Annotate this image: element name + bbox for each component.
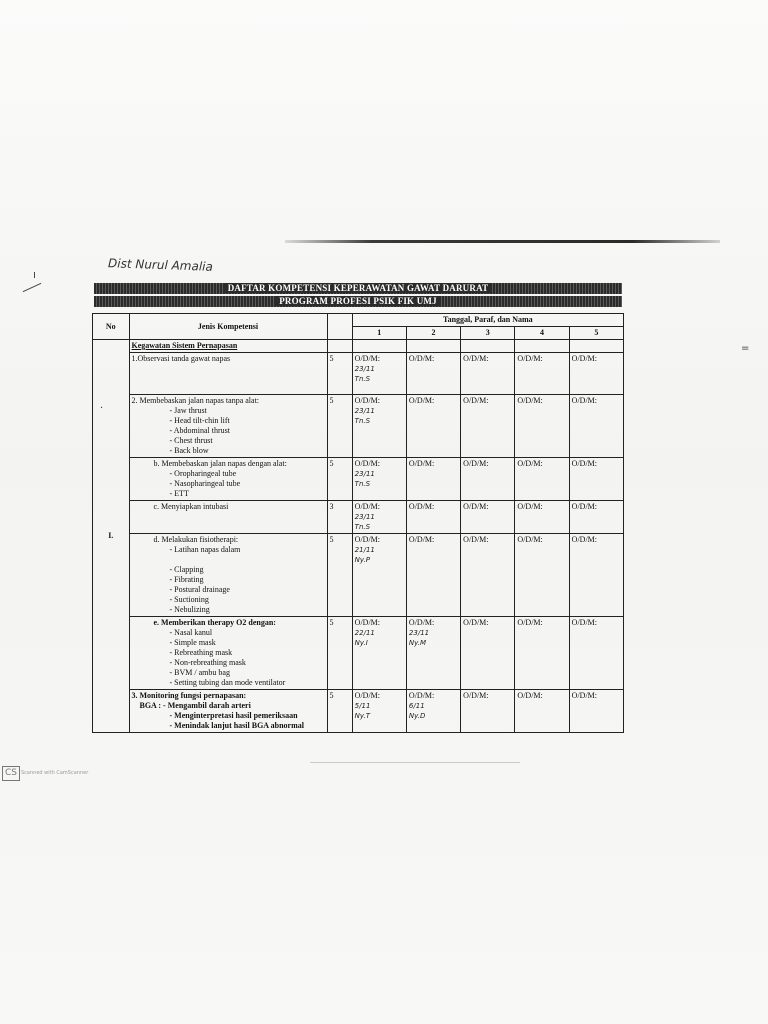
signature-cell: O/D/M: — [569, 534, 623, 617]
pen-stroke-mark — [34, 272, 35, 278]
day-number: 3 — [461, 327, 515, 340]
signature-cell: O/D/M: — [406, 395, 460, 458]
competency-cell: c. Menyiapkan intubasi — [129, 501, 327, 534]
table-row — [93, 458, 624, 501]
signature-cell: O/D/M: — [569, 395, 623, 458]
signature-cell: O/D/M: 5/11 Ny.T — [352, 690, 406, 733]
table-header-row — [93, 314, 624, 327]
item-line: - ETT — [169, 489, 189, 498]
scanner-watermark-text: Scanned with CamScanner — [21, 770, 89, 776]
target-count: 5 — [327, 458, 352, 501]
signature-cell: O/D/M: — [406, 353, 460, 395]
margin-mark: = — [741, 343, 750, 354]
signature-cell: O/D/M: — [515, 617, 569, 690]
day-number: 2 — [406, 327, 460, 340]
header-tanggal-paraf-nama: Tanggal, Paraf, dan Nama — [352, 314, 623, 327]
top-divider-line — [285, 240, 720, 243]
table-row — [93, 353, 624, 395]
signature-cell: O/D/M: — [461, 353, 515, 395]
section-label: Kegawatan Sistem Pernapasan — [129, 340, 327, 353]
signature-cell: O/D/M: — [569, 353, 623, 395]
competency-cell: e. Memberikan therapy O2 dengan: - Nasal kanul - Simple mask - Rebreathing mask - Non-rebreathing mask - BVM / ambu bag - Setting tubing dan mode ventilator — [129, 617, 327, 690]
table-row — [93, 501, 624, 534]
table-row — [93, 690, 624, 733]
item-line: BGA : - Mengambil darah arteri — [139, 701, 251, 710]
item-line: - Nasal kanul — [169, 628, 213, 637]
signature-cell: O/D/M: — [515, 395, 569, 458]
competency-table — [92, 313, 624, 733]
signature-cell: O/D/M: — [569, 690, 623, 733]
competency-cell: 3. Monitoring fungsi pernapasan: BGA : - Mengambil darah arteri - Menginterpretasi hasil pemeriksaan - Menindak lanjut hasil BGA abnormal — [129, 690, 327, 733]
signature-cell: O/D/M: 23/11 Ny.M — [406, 617, 460, 690]
signature-cell: O/D/M: 23/11 Tn.S — [352, 501, 406, 534]
target-count: 5 — [327, 353, 352, 395]
item-line: - Setting tubing dan mode ventilator — [169, 678, 286, 687]
signature-cell: O/D/M: — [515, 353, 569, 395]
header-no: No — [93, 314, 130, 340]
item-line: - Simple mask — [169, 638, 216, 647]
item-line: - Non-rebreathing mask — [169, 658, 246, 667]
section-number: I. — [93, 340, 130, 733]
target-count: 5 — [327, 690, 352, 733]
item-line: - Chest thrust — [169, 436, 213, 445]
section-row — [93, 340, 624, 353]
item-line: - Head tilt-chin lift — [169, 416, 230, 425]
competency-cell: d. Melakukan fisiotherapi: - Latihan napas dalam - Clapping - Fibrating - Postural drainage - Suctioning - Nebulizing — [129, 534, 327, 617]
table-row — [93, 534, 624, 617]
signature-cell: O/D/M: — [461, 501, 515, 534]
target-count: 3 — [327, 501, 352, 534]
signature-cell: O/D/M: 23/11 Tn.S — [352, 395, 406, 458]
handwritten-student-name: Dist Nurul Amalia — [107, 256, 214, 274]
signature-cell: O/D/M: — [515, 690, 569, 733]
item-line: - Menginterpretasi hasil pemeriksaan — [169, 711, 298, 720]
item-line: - Postural drainage — [169, 585, 230, 594]
table-row — [93, 617, 624, 690]
target-count: 5 — [327, 395, 352, 458]
item-line — [132, 555, 325, 565]
signature-cell: O/D/M: — [461, 617, 515, 690]
item-line: - Back blow — [169, 446, 209, 455]
signature-cell: O/D/M: — [461, 458, 515, 501]
item-line: - Rebreathing mask — [169, 648, 233, 657]
header-target — [327, 314, 352, 340]
competency-cell: b. Membebaskan jalan napas dengan alat: - Oropharingeal tube - Nasopharingeal tube - ETT — [129, 458, 327, 501]
camscanner-logo: CS — [2, 766, 20, 781]
signature-cell: O/D/M: — [461, 534, 515, 617]
competency-cell: 2. Membebaskan jalan napas tanpa alat: - Jaw thrust - Head tilt-chin lift - Abdominal thrust - Chest thrust - Back blow — [129, 395, 327, 458]
item-line: - Fibrating — [169, 575, 204, 584]
title-bar-program: PROGRAM PROFESI PSIK FIK UMJ — [94, 296, 622, 307]
signature-cell: O/D/M: 23/11 Tn.S — [352, 458, 406, 501]
signature-cell: O/D/M: 22/11 Ny.I — [352, 617, 406, 690]
signature-cell: O/D/M: — [461, 395, 515, 458]
signature-cell: O/D/M: 6/11 Ny.D — [406, 690, 460, 733]
item-line: - Menindak lanjut hasil BGA abnormal — [169, 721, 304, 730]
title-bar-competency-list: DAFTAR KOMPETENSI KEPERAWATAN GAWAT DARURAT — [94, 283, 622, 294]
target-count: 5 — [327, 617, 352, 690]
signature-cell: O/D/M: — [406, 534, 460, 617]
signature-cell: O/D/M: — [406, 458, 460, 501]
day-number: 5 — [569, 327, 623, 340]
header-jenis-kompetensi: Jenis Kompetensi — [129, 314, 327, 340]
signature-cell: O/D/M: — [515, 458, 569, 501]
target-count: 5 — [327, 534, 352, 617]
signature-cell: O/D/M: — [406, 501, 460, 534]
margin-mark: · — [100, 403, 104, 414]
item-line: - Nasopharingeal tube — [169, 479, 241, 488]
item-line: - Abdominal thrust — [169, 426, 230, 435]
signature-cell: O/D/M: — [569, 501, 623, 534]
competency-cell: 1.Observasi tanda gawat napas — [129, 353, 327, 395]
day-number: 4 — [515, 327, 569, 340]
signature-cell: O/D/M: 23/11 Tn.S — [352, 353, 406, 395]
item-line: - Suctioning — [169, 595, 209, 604]
signature-cell: O/D/M: — [461, 690, 515, 733]
item-line: - BVM / ambu bag — [169, 668, 230, 677]
day-number: 1 — [352, 327, 406, 340]
signature-cell: O/D/M: — [569, 617, 623, 690]
signature-cell: O/D/M: — [569, 458, 623, 501]
item-line: - Jaw thrust — [169, 406, 207, 415]
bottom-divider-line — [310, 762, 520, 763]
item-line: - Latihan napas dalam — [169, 545, 241, 554]
item-line: - Nebulizing — [169, 605, 210, 614]
table-row — [93, 395, 624, 458]
signature-cell: O/D/M: — [515, 534, 569, 617]
item-line: - Clapping — [169, 565, 204, 574]
signature-cell: O/D/M: — [515, 501, 569, 534]
signature-cell: O/D/M: 21/11 Ny.P — [352, 534, 406, 617]
item-line: - Oropharingeal tube — [169, 469, 237, 478]
